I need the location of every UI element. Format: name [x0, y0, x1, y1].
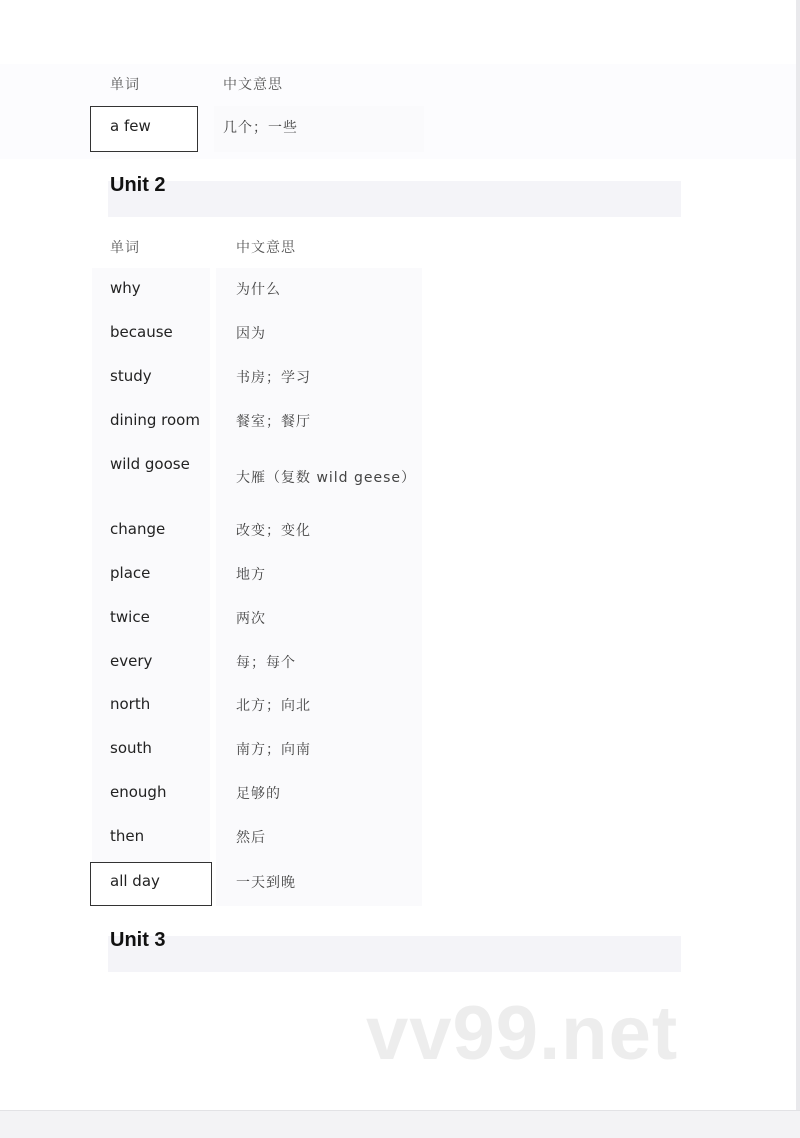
meaning-cell: 因为 — [236, 326, 266, 342]
meaning-cell: 两次 — [236, 611, 266, 627]
word-cell: place — [110, 564, 151, 582]
meaning-cell: 每；每个 — [236, 655, 296, 671]
word-cell: all day — [110, 872, 160, 890]
unit-2-title: Unit 2 — [110, 174, 166, 196]
word-cell: study — [110, 367, 152, 385]
page-edge — [796, 0, 800, 1110]
meaning-cell: 南方；向南 — [236, 742, 311, 758]
unit-heading-bar — [108, 181, 681, 217]
meaning-cell: 大雁（复数 wild geese） — [236, 470, 417, 486]
meaning-cell: 餐室；餐厅 — [236, 414, 311, 430]
meaning-cell: 足够的 — [236, 786, 281, 802]
word-cell: change — [110, 520, 166, 538]
word-cell: wild goose — [110, 455, 190, 473]
word-cell: north — [110, 695, 151, 713]
meaning-column-bg — [216, 268, 422, 906]
meaning-cell: 为什么 — [236, 282, 281, 298]
meaning-cell: 然后 — [236, 830, 266, 846]
word-cell: then — [110, 827, 145, 845]
header-meaning: 中文意思 — [236, 240, 296, 256]
page-footer-strip — [0, 1110, 800, 1138]
header-word: 单词 — [110, 240, 140, 256]
header-meaning: 中文意思 — [223, 77, 283, 93]
unit-3-title: Unit 3 — [110, 929, 166, 951]
meaning-cell: 改变；变化 — [236, 523, 311, 539]
word-column-bg — [92, 268, 210, 906]
meaning-cell: 北方；向北 — [236, 698, 311, 714]
meaning-cell: 一天到晚 — [236, 875, 296, 891]
word-cell: every — [110, 652, 153, 670]
word-cell: because — [110, 323, 173, 341]
meaning-cell: 地方 — [236, 567, 266, 583]
word-cell: south — [110, 739, 152, 757]
header-word: 单词 — [110, 77, 140, 93]
word-cell: a few — [110, 117, 151, 135]
watermark: vv99.net — [366, 991, 679, 1076]
unit-heading-bar — [108, 936, 681, 972]
meaning-cell: 书房；学习 — [236, 370, 311, 386]
meaning-cell: 几个；一些 — [223, 120, 298, 136]
word-cell: enough — [110, 783, 167, 801]
word-cell: dining room — [110, 411, 200, 429]
word-cell: why — [110, 279, 141, 297]
word-cell: twice — [110, 608, 150, 626]
